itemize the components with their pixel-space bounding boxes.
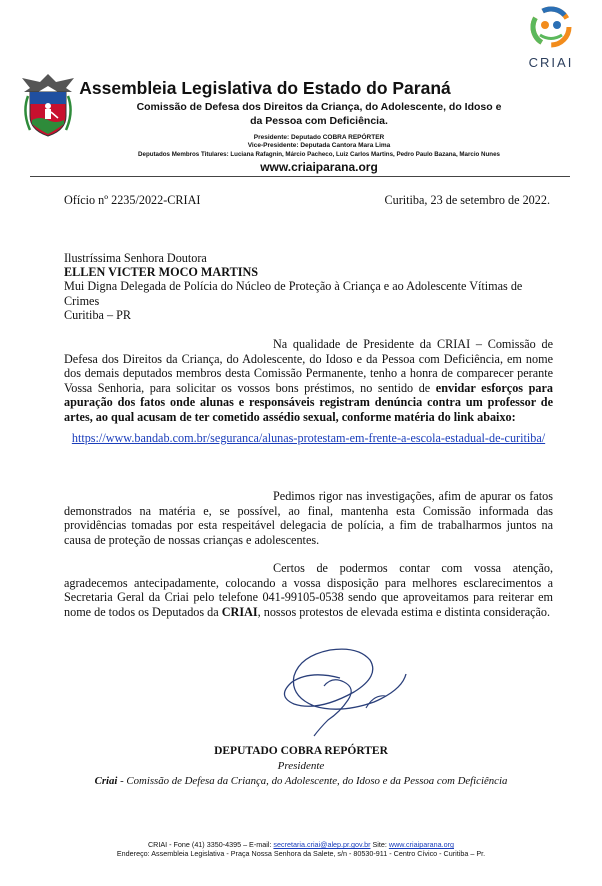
members-line: Deputados Membros Titulares: Luciana Rafagnin, Márcio Pacheco, Luiz Carlos Martins, Pedro Paulo Bazana, Marcio Nunes: [138, 151, 500, 158]
signatory-title: Presidente: [277, 760, 325, 772]
footer-site-label: Site:: [370, 840, 389, 849]
letter-reference: Ofício nº 2235/2022-CRIAI: [64, 193, 201, 207]
handwritten-signature: [270, 630, 420, 740]
signatory-org-bold: Criai: [94, 775, 118, 787]
paragraph-3-bold: CRIAI: [221, 604, 258, 619]
news-link[interactable]: https://www.bandab.com.br/seguranca/alunas-protestam-em-frente-a-escola-estadual-de-curitiba/: [71, 431, 546, 445]
assembly-title: Assembleia Legislativa do Estado do Paraná: [79, 78, 451, 98]
paragraph-3: [64, 561, 553, 619]
recipient-role: [64, 279, 554, 323]
footer-email-link[interactable]: secretaria.criai@alep.pr.gov.br: [273, 840, 371, 849]
footer-site-link[interactable]: www.criaiparana.org: [388, 840, 454, 849]
signatory-organization: [0, 775, 602, 787]
letter-date: Curitiba, 23 de setembro de 2022.: [384, 193, 550, 207]
paragraph-1-bold: envidar esforços para apuração dos fatos onde alunas e responsáveis registram denúncia contra um professor de artes, ao qual acusam de ter cometido assédio sexual, conforme matéria do link abaixo:: [64, 380, 553, 424]
paragraph-3-text-a: Certos de podermos contar com vossa atenção, agradecemos antecipadamente, colocando a vossa disposição para melhores esclarecimentos a Secretaria Geral da Criai pelo telefone 041-99105-0538 sendo que aproveitamos para reiterar em nome de todos os Deputados da: [64, 561, 553, 619]
criai-logo-text: CRIAI: [528, 55, 574, 70]
footer-address: Endereço: Assembleia Legislativa - Praça Nossa Senhora da Salete, s/n - 80530-911 - Centro Cívico - Curitiba – Pr.: [116, 849, 486, 858]
footer-contact: [0, 840, 602, 849]
recipient-name: ELLEN VICTER MOCO MARTINS: [64, 265, 259, 279]
paragraph-1-text: Na qualidade de Presidente da CRIAI – Comissão de Defesa dos Direitos da Criança, do Adolescente, do Idoso e da Pessoa com Deficiência, em nome dos demais deputados membros desta Comissão Permanente, tenho a honra de comparecer perante Vossa Senhoria, para solicitar os vossos bons préstimos, no sentido de: [64, 337, 553, 395]
signatory-name: DEPUTADO COBRA REPÓRTER: [214, 745, 388, 757]
criai-logo-icon: [516, 6, 586, 70]
commission-line-2: da Pessoa com Deficiência.: [250, 115, 388, 127]
website-line: www.criaiparana.org: [260, 160, 378, 174]
header-divider: [30, 176, 570, 177]
vice-president-line: Vice-Presidente: Deputada Cantora Mara Lima: [247, 142, 391, 149]
commission-line-1: Comissão de Defesa dos Direitos da Criança, do Adolescente, do Idoso e: [136, 101, 502, 113]
paragraph-2: Pedimos rigor nas investigações, afim de apurar os fatos demonstrados na matéria e, se possível, ao final, mantenha esta Comissão informada das providências tomadas por esta respeitável delegacia de polícia, a fim de trabalharmos juntos na causa de proteção de nossas crianças e adolescentes.: [64, 489, 553, 547]
recipient-role-text: Mui Digna Delegada de Polícia do Núcleo de Proteção à Criança e ao Adolescente Vítimas de Crimes: [64, 279, 523, 308]
paragraph-3-text-b: , nossos protestos de elevada estima e distinta consideração.: [257, 604, 551, 619]
signatory-org-rest: - Comissão de Defesa da Criança, do Adolescente, do Idoso e da Pessoa com Deficiência: [117, 775, 508, 787]
paragraph-1: [64, 337, 553, 425]
footer-phone: CRIAI - Fone (41) 3350-4395 – E-mail:: [147, 840, 274, 849]
recipient-city: Curitiba – PR: [64, 308, 132, 323]
salutation: Ilustríssima Senhora Doutora: [64, 251, 207, 265]
president-line: Presidente: Deputado COBRA REPÓRTER: [253, 134, 385, 141]
